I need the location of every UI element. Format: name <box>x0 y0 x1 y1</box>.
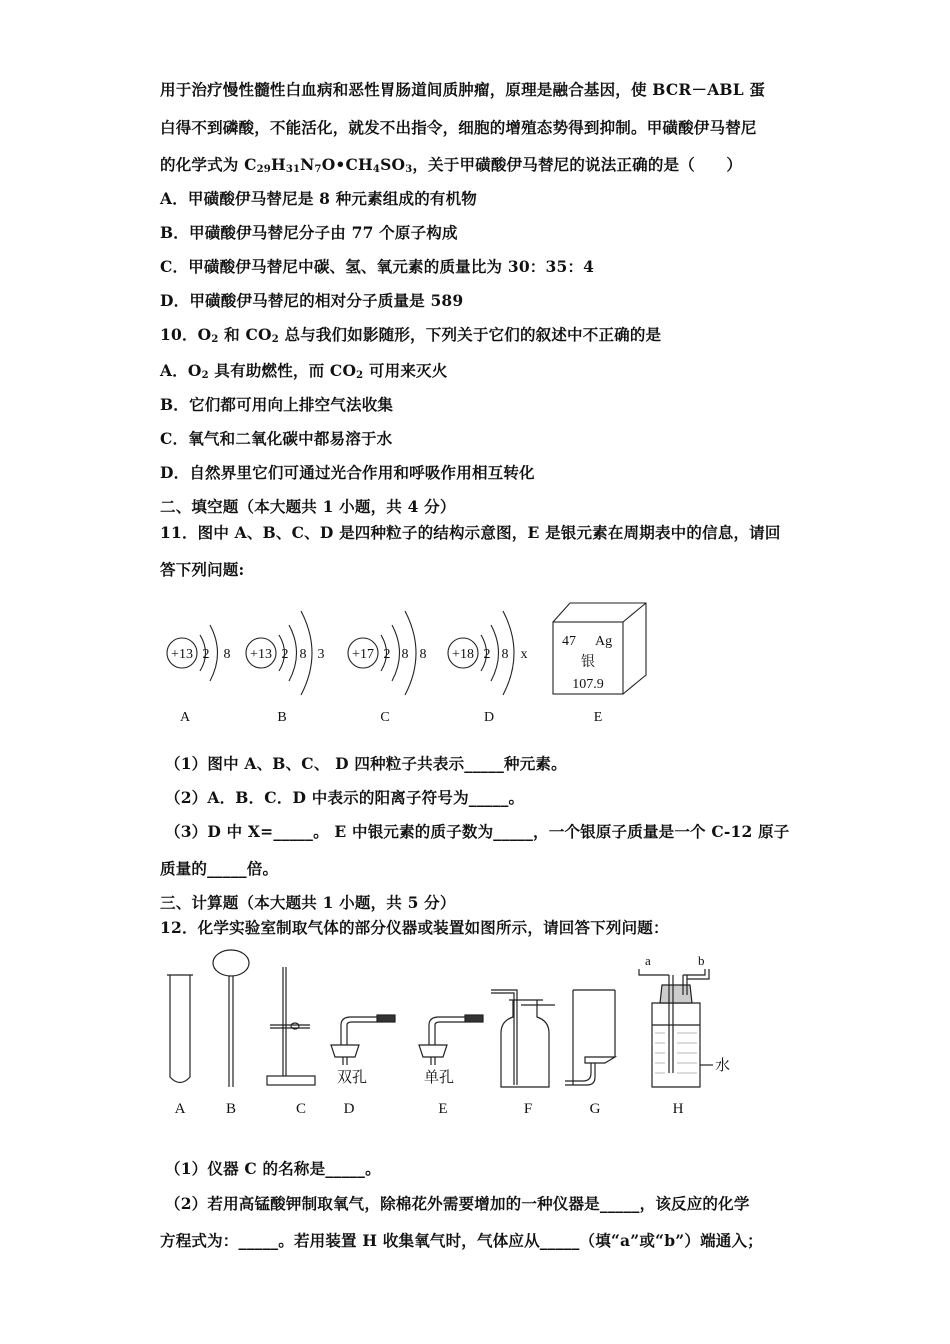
q11-part1: （1）图中 A、B、C、 D 四种粒子共表示_____种元素。 <box>165 754 567 773</box>
nucleus-d: +18 <box>452 647 474 662</box>
shell-a-1: 2 <box>202 647 210 662</box>
q9-stem-line1: 用于治疗慢性髓性白血病和恶性胃肠道间质肿瘤，原理是融合基因，使 BCR－ABL 蛋 <box>160 80 766 99</box>
q9-stem-line2: 白得不到磷酸，不能活化，就发不出指令，细胞的增殖态势得到抑制。甲磺酸伊马替尼 <box>160 118 757 137</box>
shell-d-3: x <box>520 647 528 662</box>
gas-collecting-bottle <box>501 1000 549 1087</box>
label-h: H <box>672 1101 684 1117</box>
q11-part3-line2: 质量的_____倍。 <box>160 859 279 878</box>
label-d: D <box>343 1101 355 1117</box>
element-mass: 107.9 <box>572 677 604 692</box>
double-hole-stopper <box>331 1045 359 1057</box>
q11-part2: （2）A．B．C．D 中表示的阳离子符号为_____。 <box>165 788 525 807</box>
label-e: E <box>593 710 603 725</box>
label-a: A <box>179 710 191 725</box>
label-b: B <box>277 710 287 725</box>
q10-option-a: A．$O_2$ 具有助燃性，而 $CO_2$ 可用来灭火 <box>160 361 448 381</box>
label-a: A <box>174 1101 186 1117</box>
test-tube <box>170 975 190 1083</box>
pipe-b-label: b <box>698 953 705 968</box>
q12-part2-line2: 方程式为：_____。若用装置 H 收集氧气时，气体应从_____（填“a”或“b”）端通入； <box>160 1231 763 1250</box>
nucleus-a: +13 <box>171 647 193 662</box>
q10-option-d: D．自然界里它们可通过光合作用和呼吸作用相互转化 <box>160 463 535 482</box>
iron-stand <box>267 1076 315 1085</box>
q12-part2-line1: （2）若用高锰酸钾制取氧气，除棉花外需要增加的一种仪器是_____，该反应的化学 <box>165 1194 750 1213</box>
label-d: D <box>483 710 495 725</box>
q10-option-b: B．它们都可用向上排空气法收集 <box>160 395 394 414</box>
q9-option-a: A．甲磺酸伊马替尼是 8 种元素组成的有机物 <box>160 189 478 208</box>
shell-c-3: 8 <box>419 647 427 662</box>
shell-a-2: 8 <box>223 647 231 662</box>
q11-stem-line1: 11．图中 A、B、C、D 是四种粒子的结构示意图，E 是银元素在周期表中的信息，请回 <box>160 523 781 542</box>
q12-stem: 12．化学实验室制取气体的部分仪器或装置如图所示，请回答下列问题： <box>160 918 669 937</box>
section-3-heading: 三、计算题（本大题共 1 小题，共 5 分） <box>160 893 456 912</box>
section-2-heading: 二、填空题（本大题共 1 小题，共 4 分） <box>160 497 456 516</box>
label-c: C <box>380 710 390 725</box>
water-label: 水 <box>715 1058 731 1074</box>
label-b: B <box>225 1101 237 1117</box>
q10-stem: 10．$O_2$ 和 $CO_2$ 总与我们如影随形，下列关于它们的叙述中不正确的是 <box>160 325 662 345</box>
gas-bottle-with-tube <box>573 990 615 1085</box>
q10-option-c: C．氧气和二氧化碳中都易溶于水 <box>160 429 393 448</box>
q11-part3-line1: （3）D 中 X=_____。 E 中银元素的质子数为_____，一个银原子质量是一个 C-12 原子 <box>165 822 790 841</box>
double-hole-label: 双孔 <box>336 1070 368 1086</box>
washing-bottle <box>652 1003 700 1087</box>
shell-c-2: 8 <box>401 647 409 662</box>
shell-b-3: 3 <box>317 647 325 662</box>
nucleus-b: +13 <box>250 647 272 662</box>
shell-d-2: 8 <box>501 647 509 662</box>
apparatus-figure <box>155 945 745 1125</box>
nucleus-c: +17 <box>352 647 374 662</box>
single-hole-label: 单孔 <box>423 1070 455 1086</box>
q12-part1: （1）仪器 C 的名称是_____。 <box>165 1159 381 1178</box>
separatory-funnel <box>213 950 249 976</box>
element-name: 银 <box>581 655 595 670</box>
q9-option-b: B．甲磺酸伊马替尼分子由 77 个原子构成 <box>160 223 458 242</box>
q9-stem-line3: 的化学式为 $C_{29}H_{31}N_7O•CH_4SO_3$，关于甲磺酸伊马替尼的说法正确的是（ ） <box>160 155 743 175</box>
q11-stem-line2: 答下列问题: <box>160 560 245 579</box>
element-number: 47 <box>562 634 576 649</box>
shell-b-1: 2 <box>281 647 289 662</box>
q9-option-d: D．甲磺酸伊马替尼的相对分子质量是 589 <box>160 291 464 310</box>
atom-structure-figure <box>155 595 675 730</box>
label-c: C <box>295 1101 307 1117</box>
label-e: E <box>438 1101 448 1117</box>
q9-option-c: C．甲磺酸伊马替尼中碳、氢、氧元素的质量比为 30：35：4 <box>160 257 595 276</box>
label-f: F <box>523 1101 533 1117</box>
shell-b-2: 8 <box>299 647 307 662</box>
element-symbol: Ag <box>595 634 613 649</box>
pipe-a-label: a <box>645 953 651 968</box>
label-g: G <box>589 1101 601 1117</box>
single-hole-stopper <box>419 1045 447 1057</box>
shell-d-1: 2 <box>483 647 491 662</box>
shell-c-1: 2 <box>383 647 391 662</box>
